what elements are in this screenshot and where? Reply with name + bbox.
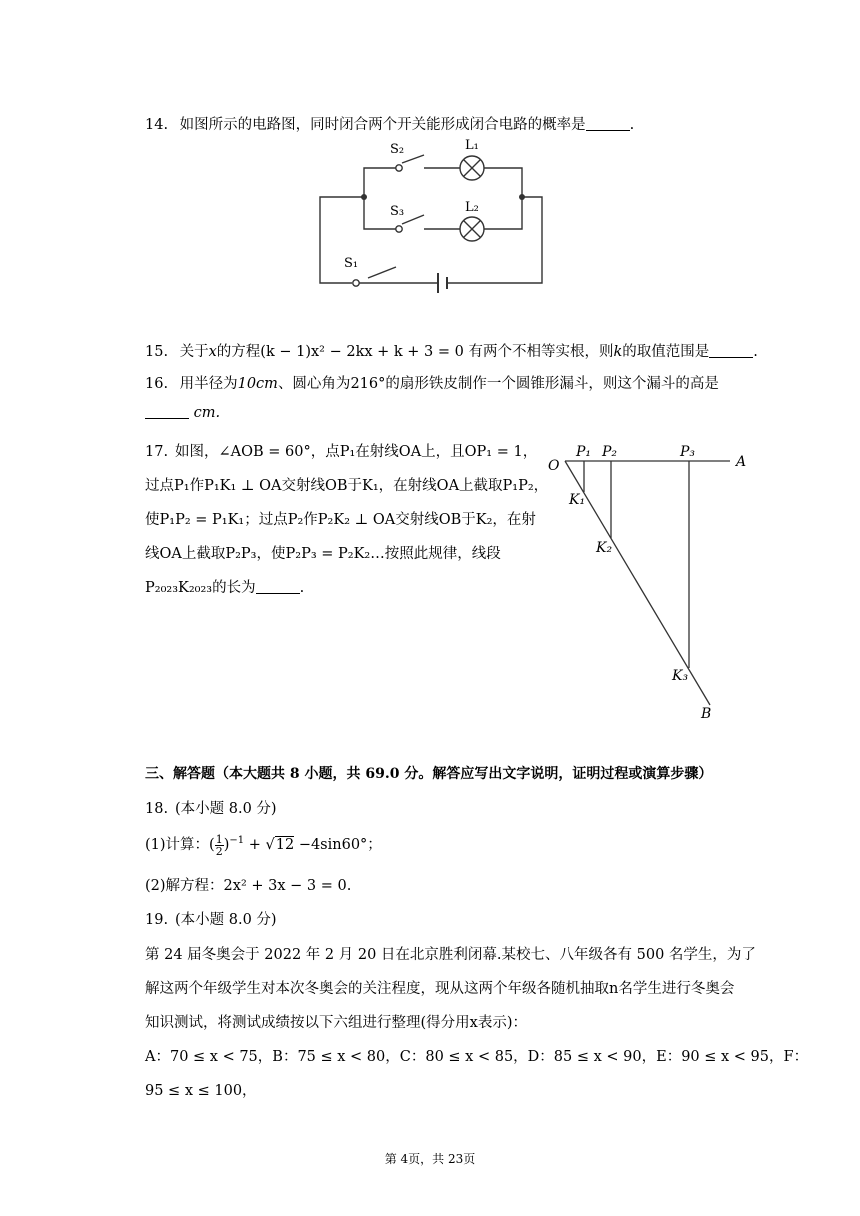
label-b: B	[701, 706, 712, 722]
q17-line1: 17. 如图，∠AOB = 60°，点P₁在射线OA上，且OP₁ = 1，	[145, 444, 538, 460]
answer-blank	[256, 581, 300, 594]
label-l1: L₁	[465, 138, 479, 153]
answer-blank	[145, 406, 189, 419]
q19-line4: A：70 ≤ x < 75，B：75 ≤ x < 80，C：80 ≤ x < 85，D：85 ≤ x < 90，E：90 ≤ x < 95，F：	[145, 1049, 809, 1065]
geometry-diagram	[540, 440, 760, 725]
label-k3: K₃	[672, 668, 689, 684]
q18-header: 18. (本小题 8.0 分)	[145, 801, 277, 817]
label-l2: L₂	[465, 200, 479, 215]
label-o: O	[548, 458, 560, 474]
answer-blank	[586, 118, 630, 131]
label-s1: S₁	[344, 256, 359, 271]
q16-line1: 16. 用半径为10cm、圆心角为216°的扇形铁皮制作一个圆锥形漏斗，则这个漏斗的高是	[145, 376, 719, 392]
q17-line3: 使P₁P₂ = P₁K₁；过点P₂作P₂K₂ ⊥ OA交射线OB于K₂，在射	[145, 512, 536, 528]
q18-part1: (1)计算：( $\frac{1}{2}$ )$^{-1}$ + √12 −4sin60°；	[145, 832, 382, 858]
label-p3: P₃	[680, 444, 696, 460]
q17-line2: 过点P₁作P₁K₁ ⊥ OA交射线OB于K₁，在射线OA上截取P₁P₂，	[145, 478, 549, 494]
q19-line2: 解这两个年级学生对本次冬奥会的关注程度，现从这两个年级各随机抽取n名学生进行冬奥会	[145, 981, 735, 997]
label-k1: K₁	[569, 492, 586, 508]
q19-header: 19. (本小题 8.0 分)	[145, 912, 277, 928]
label-k2: K₂	[596, 540, 613, 556]
label-s2: S₂	[390, 142, 405, 157]
label-a: A	[736, 454, 747, 470]
page-footer: 第 4页，共 23页	[384, 1152, 476, 1166]
answer-blank	[709, 345, 753, 358]
fraction-one-half: $\frac{1}{2}$	[215, 832, 223, 858]
q16-line2: cm.	[145, 405, 220, 421]
q15-text: 15. 关于x的方程(k − 1)x² − 2kx + k + 3 = 0 有两个不相等实根，则k的取值范围是 .	[145, 344, 758, 360]
q19-line1: 第 24 届冬奥会于 2022 年 2 月 20 日在北京胜利闭幕.某校七、八年级各有 500 名学生，为了	[145, 947, 756, 963]
label-p2: P₂	[602, 444, 618, 460]
q17-line5: P₂₀₂₃K₂₀₂₃的长为 .	[145, 580, 305, 596]
q17-line4: 线OA上截取P₂P₃，使P₂P₃ = P₂K₂…按照此规律，线段	[145, 546, 501, 562]
q19-line3: 知识测试，将测试成绩按以下六组进行整理(得分用x表示)：	[145, 1015, 527, 1031]
q19-line5: 95 ≤ x ≤ 100，	[145, 1083, 257, 1099]
q18-part2: (2)解方程：2x² + 3x − 3 = 0.	[145, 878, 352, 894]
section-heading: 三、解答题（本大题共 8 小题，共 69.0 分。解答应写出文字说明，证明过程或演算步骤）	[145, 766, 713, 782]
label-p1: P₁	[576, 444, 592, 460]
q14-text: 14. 如图所示的电路图，同时闭合两个开关能形成闭合电路的概率是 .	[145, 117, 635, 133]
circuit-diagram	[310, 135, 550, 300]
label-s3: S₃	[390, 204, 405, 219]
